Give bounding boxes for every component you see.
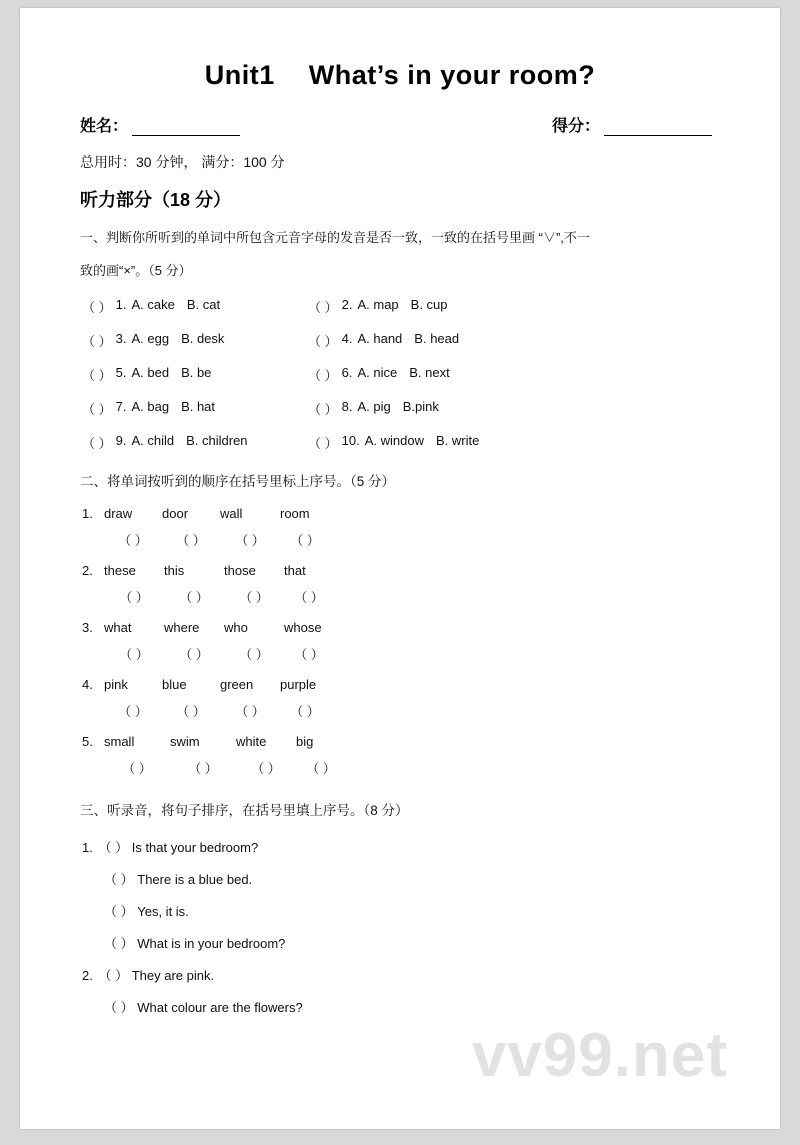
option-a: A. pig [357,399,391,415]
group-number: 3. [82,620,93,636]
section-title-listening: 听力部分（18 分） [80,190,232,210]
answer-paren[interactable]: （ ） [82,368,112,384]
option-b: B. desk [181,331,225,347]
answer-paren[interactable]: （ ） [98,968,129,984]
q2-answer-row [82,701,722,720]
name-blank[interactable] [132,121,240,136]
q2-words [82,677,722,692]
q2-words [82,734,722,749]
q2-words [82,620,722,635]
answer-paren[interactable]: （ ） [239,590,269,606]
answer-paren[interactable]: （ ） [308,300,338,316]
answer-paren[interactable]: （ ） [239,647,269,663]
q2-answer-row [82,530,722,549]
q2-group [78,563,722,606]
word: draw [104,506,133,522]
option-a: A. hand [357,331,403,347]
answer-paren[interactable]: （ ） [306,761,336,777]
q1-item[interactable] [82,331,308,350]
item-number: 6. [341,365,353,381]
group-number: 1. [82,506,93,522]
item-number: 5. [115,365,127,381]
q2-answer-row [82,644,722,663]
option-a: A. cake [131,297,175,313]
q2-words [82,563,722,578]
item-number: 1. [115,297,127,313]
item-number: 8. [341,399,353,415]
q3-instruction: 三、听录音，将句子排序，在括号里填上序号。（8 分） [80,803,409,819]
answer-paren[interactable]: （ ） [82,436,112,452]
sentence: Yes, it is. [137,904,189,920]
answer-paren[interactable]: （ ） [179,647,209,663]
answer-paren[interactable]: （ ） [308,402,338,418]
option-a: A. nice [357,365,398,381]
answer-paren[interactable]: （ ） [308,334,338,350]
word: small [104,734,135,750]
answer-paren[interactable]: （ ） [188,761,218,777]
q2-instruction: 二、将单词按听到的顺序在括号里标上序号。（5 分） [80,474,396,490]
group-number: 5. [82,734,93,750]
q1-instruction-line1: 一、判断你所听到的单词中所包含元音字母的发音是否一致，一致的在括号里画 “∨”,不一 [80,230,590,245]
q2-answer-row [82,758,722,777]
q2-words [82,506,722,521]
word: what [104,620,132,636]
word: that [284,563,306,579]
q3-line[interactable] [78,869,722,888]
answer-paren[interactable]: （ ） [118,533,148,549]
q1-item[interactable] [308,331,459,350]
option-a: A. egg [131,331,170,347]
q2-group [78,677,722,720]
answer-paren[interactable]: （ ） [104,904,134,920]
answer-paren[interactable]: （ ） [104,872,134,888]
word: room [280,506,310,522]
answer-paren[interactable]: （ ） [294,647,324,663]
answer-paren[interactable]: （ ） [104,1000,134,1016]
option-b: B. hat [181,399,216,415]
answer-paren[interactable]: （ ） [235,704,265,720]
option-b: B. children [186,433,248,449]
page-content [20,8,780,1016]
q3-line[interactable] [78,965,722,984]
word: these [104,563,136,579]
answer-paren[interactable]: （ ） [176,704,206,720]
q1-item[interactable] [308,297,448,316]
item-number: 7. [115,399,127,415]
name-label: 姓名： [80,118,129,135]
group-number: 2. [82,563,93,579]
q1-instruction-line2: 致的画“×”。（5 分） [80,262,192,278]
sentence: What is in your bedroom? [137,936,286,952]
item-number: 3. [115,331,127,347]
q1-row [78,297,722,316]
q2-group [78,620,722,663]
group-number: 1. [82,840,93,856]
option-a: A. bag [131,399,170,415]
q1-row [78,365,722,384]
q1-item[interactable] [82,365,308,384]
q1-row [78,433,722,452]
answer-paren[interactable]: （ ） [294,590,324,606]
score-label: 得分： [551,118,600,135]
option-a: A. child [131,433,175,449]
page-title [78,60,722,91]
answer-paren[interactable]: （ ） [119,590,149,606]
option-a: A. bed [131,365,170,381]
group-number: 4. [82,677,93,693]
answer-paren[interactable]: （ ） [290,704,320,720]
exam-meta: 总用时：30 分钟， 满分：100 分 [80,154,285,170]
option-b: B. cup [410,297,448,313]
answer-paren[interactable]: （ ） [179,590,209,606]
name-score-row [78,113,722,136]
option-b: B.pink [402,399,439,415]
answer-paren[interactable]: （ ） [119,647,149,663]
score-field [552,113,712,136]
word: where [164,620,200,636]
q1-item[interactable] [82,433,308,452]
word: those [224,563,256,579]
exam-paper-page [20,8,780,1129]
q3-line[interactable] [78,837,722,856]
option-b: B. cat [186,297,221,313]
option-a: A. map [357,297,399,313]
q1-item[interactable] [308,399,439,418]
q1-item[interactable] [308,365,450,384]
answer-paren[interactable]: （ ） [290,533,320,549]
answer-paren[interactable]: （ ） [251,761,281,777]
answer-paren[interactable]: （ ） [308,368,338,384]
answer-paren[interactable]: （ ） [308,436,338,452]
sentence: There is a blue bed. [137,872,253,888]
watermark: vv99.net [471,1021,728,1090]
word: whose [284,620,322,636]
sentence: They are pink. [131,968,215,984]
q1-row [78,331,722,350]
name-field [80,113,240,136]
score-blank[interactable] [604,121,712,136]
answer-paren[interactable]: （ ） [82,300,112,316]
option-b: B. head [414,331,460,347]
answer-paren[interactable]: （ ） [235,533,265,549]
option-a: A. window [364,433,424,449]
q1-items [78,297,722,452]
title-main: What’s in your room? [308,60,596,90]
answer-paren[interactable]: （ ） [82,334,112,350]
option-b: B. write [435,433,480,449]
word: green [220,677,254,693]
q1-item[interactable] [82,399,308,418]
item-number: 10. [341,433,360,449]
q2-group [78,734,722,777]
word: purple [280,677,317,693]
word: wall [220,506,243,522]
q2-answer-row [82,587,722,606]
q3-line[interactable] [78,997,722,1016]
word: door [162,506,189,522]
q2-group [78,506,722,549]
answer-paren[interactable]: （ ） [104,936,134,952]
title-unit: Unit1 [204,60,275,90]
q1-item[interactable] [308,433,479,452]
group-number: 2. [82,968,93,984]
q3-line[interactable] [78,933,722,952]
option-b: B. be [181,365,212,381]
word: this [164,563,185,579]
answer-paren[interactable]: （ ） [82,402,112,418]
word: who [224,620,248,636]
q1-item[interactable] [82,297,308,316]
word: pink [104,677,128,693]
option-b: B. next [409,365,450,381]
sentence: What colour are the flowers? [137,1000,303,1016]
item-number: 2. [341,297,353,313]
answer-paren[interactable]: （ ） [122,761,152,777]
item-number: 9. [115,433,127,449]
word: blue [162,677,187,693]
word: swim [170,734,200,750]
q1-row [78,399,722,418]
q3-group [78,965,722,1016]
item-number: 4. [341,331,353,347]
word: big [296,734,314,750]
q3-group [78,837,722,952]
q3-line[interactable] [78,901,722,920]
answer-paren[interactable]: （ ） [176,533,206,549]
answer-paren[interactable]: （ ） [98,840,129,856]
answer-paren[interactable]: （ ） [118,704,148,720]
sentence: Is that your bedroom? [131,840,259,856]
word: white [236,734,267,750]
